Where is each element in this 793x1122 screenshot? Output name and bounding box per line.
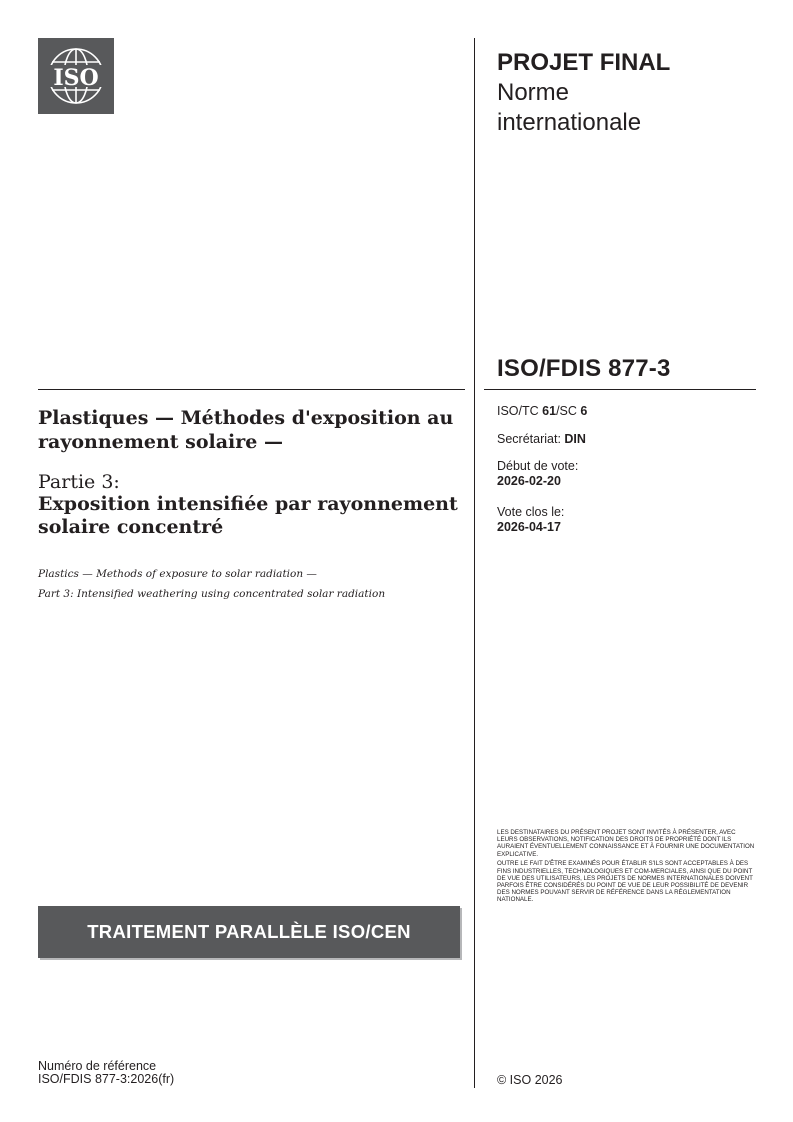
- parallel-processing-banner: [38, 906, 460, 958]
- recipient-notice: [497, 829, 755, 906]
- vote-end-label: Vote clos le:: [497, 505, 565, 519]
- left-rule: [38, 389, 465, 390]
- logo-text: ISO: [53, 65, 99, 91]
- secretariat: [497, 432, 586, 447]
- doc-type-line-3: internationale: [497, 109, 642, 136]
- sc-prefix: /SC: [556, 404, 581, 418]
- reference-value: ISO/FDIS 877-3:2026(fr): [38, 1072, 175, 1086]
- english-title-line-2: Part 3: Intensified weathering using concentrated solar radiation: [38, 588, 386, 600]
- banner-text: TRAITEMENT PARALLÈLE ISO/CEN: [87, 921, 411, 942]
- document-number: ISO/FDIS 877-3: [497, 355, 671, 382]
- vertical-divider: [474, 38, 475, 1088]
- vote-end-value: 2026-04-17: [497, 520, 561, 534]
- vote-start: [497, 459, 578, 489]
- copyright: © ISO 2026: [497, 1073, 563, 1087]
- reference-number: [38, 1060, 174, 1086]
- main-title: Plastiques — Méthodes d'exposition au rayonnement solaire —: [38, 407, 454, 453]
- vote-start-label: Début de vote:: [497, 459, 579, 473]
- notice-paragraph-2: OUTRE LE FAIT D'ÊTRE EXAMINÉS POUR ÉTABLIR S'ILS SONT ACCEPTABLES À DES FINS INDUSTRIELLES, TECHNOLOGIQUES ET COM-MERCIALES, AINSI QUE DU POINT DE VUE DES UTILISATEURS, LES PROJETS DE NORMES INTERNATIONALES DOIVENT PARFOIS ÊTRE CONSIDÉRÉS DU POINT DE VUE DE LEUR POSSIBILITÉ DE DEVENIR DES NORMES POUVANT SERVIR DE RÉFÉRENCE DANS LA RÉGLEMENTATION NATIONALE.: [497, 860, 753, 904]
- english-title-line-1: Plastics — Methods of exposure to solar radiation —: [38, 568, 317, 580]
- right-rule: [484, 389, 756, 390]
- vote-start-value: 2026-02-20: [497, 474, 561, 488]
- part-label: Partie 3:: [38, 471, 120, 493]
- english-title: [38, 564, 458, 604]
- document-type: [497, 48, 757, 138]
- tc-number: 61: [542, 404, 557, 418]
- doc-type-line-2: Norme: [497, 79, 570, 106]
- technical-committee: [497, 404, 587, 419]
- sc-number: 6: [580, 404, 588, 418]
- notice-paragraph-1: LES DESTINATAIRES DU PRÉSENT PROJET SONT INVITÉS À PRÉSENTER, AVEC LEURS OBSERVATIONS, NOTIFICATION DES DROITS DE PROPRIÉTÉ DONT ILS AURAIENT ÉVENTUELLEMENT CONNAISSANCE ET À FOURNIR UNE DOCUMENTATION EXPLICATIVE.: [497, 829, 755, 858]
- iso-globe-logo-icon: [38, 38, 114, 114]
- tc-prefix: ISO/TC: [497, 404, 543, 418]
- iso-logo: [38, 38, 114, 114]
- secretariat-label: Secrétariat:: [497, 432, 565, 446]
- vote-end: [497, 505, 564, 535]
- reference-label: Numéro de référence: [38, 1059, 157, 1073]
- secretariat-value: DIN: [564, 432, 586, 446]
- doc-type-line-1: PROJET FINAL: [497, 49, 671, 76]
- part-title: Exposition intensifiée par rayonnement solaire concentré: [38, 493, 458, 538]
